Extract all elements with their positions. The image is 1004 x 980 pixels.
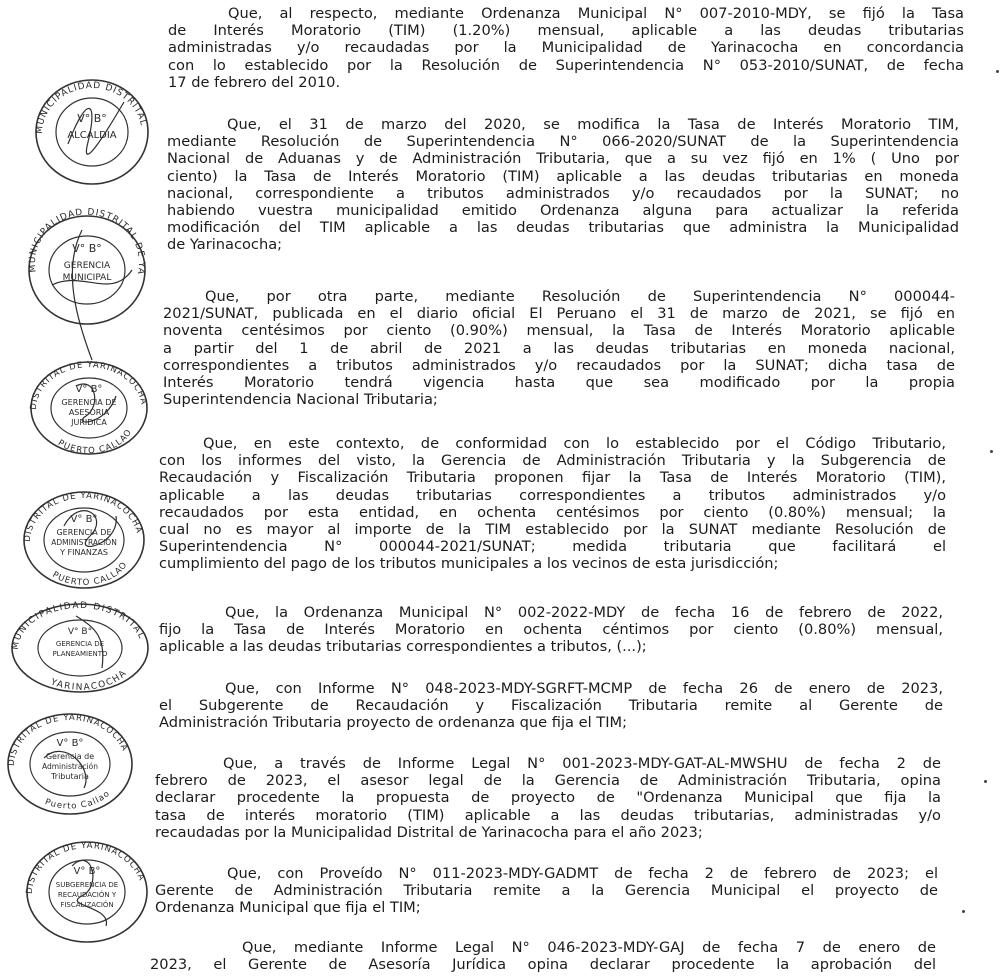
paragraph-7: [155, 755, 941, 841]
svg-text:Puerto Callao: Puerto Callao: [43, 788, 113, 812]
paragraph-9: [150, 939, 936, 973]
svg-text:V° B°: V° B°: [77, 112, 107, 125]
svg-text:MUNICIPALIDAD DISTRITAL: MUNICIPALIDAD DISTRITAL: [10, 600, 147, 651]
text-line: correspondientes a tributos administrados y/o recaudados por la SUNAT; dicha tasa de: [163, 356, 955, 374]
svg-text:V° B°: V° B°: [73, 866, 101, 877]
svg-text:V° B°: V° B°: [67, 627, 93, 637]
svg-text:Gerencia de: Gerencia de: [45, 752, 95, 761]
text-line: Interés Moratorio tendrá vigencia hasta que sea modificado por la propia: [163, 374, 955, 392]
svg-text:MUNICIPALIDAD DISTRITAL DE YAR: MUNICIPALIDAD DISTRITAL DE YARINACOCHA: [17, 203, 147, 276]
stamp-subgerencia-recaudacion: [22, 836, 152, 946]
text-line: 17 de febrero del 2010.: [168, 73, 341, 91]
svg-text:V° B°: V° B°: [72, 242, 102, 255]
text-line: cumplimiento del pago de los tributos municipales a los vecinos de esta jurisdicción;: [159, 555, 779, 573]
text-line: noventa centésimos por ciento (0.90%) mensual, la Tasa de Interés Moratorio aplicable: [163, 322, 955, 340]
text-line: aplicable a las deudas tributarias correspondientes a tributos administrados y/o: [159, 486, 946, 504]
text-line: Que, con Informe N° 048-2023-MDY-SGRFT-MCMP de fecha 26 de enero de 2023,: [225, 680, 943, 697]
svg-text:Administración: Administración: [41, 762, 99, 771]
text-line: con los informes del visto, la Gerencia de Administración Tributaria y la Subgerencia de: [159, 452, 946, 470]
text-line: Administración Tributaria proyecto de ordenanza que fija el TIM;: [159, 714, 628, 732]
text-line: Ordenanza Municipal que fija el TIM;: [155, 899, 421, 917]
svg-text:DISTRITAL DE YARINACOCHA: DISTRITAL DE YARINACOCHA: [6, 712, 130, 767]
text-line: Que, al respecto, mediante Ordenanza Municipal N° 007-2010-MDY, se fijó la Tasa: [228, 5, 964, 22]
text-line: nacional, correspondiente a tributos administrados y/o recaudados por la SUNAT; no: [167, 184, 959, 202]
scan-speck: [996, 70, 999, 73]
svg-text:ASESORIA: ASESORIA: [68, 408, 110, 417]
paragraph-5: [159, 604, 943, 656]
scan-speck: [984, 780, 987, 783]
stamp-planeamiento: [6, 598, 154, 694]
text-line: de Yarinacocha;: [167, 236, 283, 254]
text-line: fijo la Tasa de Interés Moratorio en ochenta céntimos por ciento (0.80%) mensual,: [159, 621, 943, 639]
text-line: 2021/SUNAT, publicada en el diario oficial El Peruano el 31 de marzo de 2021, se fijó en: [163, 305, 955, 323]
text-line: recaudados por esta entidad, en ochenta centésimos por ciento (0.80%) mensual; la: [159, 503, 946, 521]
svg-text:V° B°: V° B°: [75, 384, 103, 395]
svg-text:V° B°: V° B°: [70, 514, 98, 525]
svg-text:GERENCIA DE: GERENCIA DE: [56, 528, 112, 537]
text-line: febrero de 2023, el asesor legal de la Gerencia de Administración Tributaria, opina: [155, 772, 941, 790]
text-line: Que, con Proveído N° 011-2023-MDY-GADMT de fecha 2 de febrero de 2023; el: [227, 865, 938, 882]
svg-text:DISTRITAL DE YARINACOCHA: DISTRITAL DE YARINACOCHA: [28, 360, 149, 411]
text-line: Que, a través de Informe Legal N° 001-2023-MDY-GAT-AL-MWSHU de fecha 2 de: [223, 755, 941, 772]
svg-text:FISCALIZACIÓN: FISCALIZACIÓN: [60, 901, 114, 909]
text-line: administradas y/o recaudadas por la Municipalidad de Yarinacocha en concordancia: [168, 39, 964, 57]
svg-text:GERENCIA DE: GERENCIA DE: [61, 398, 117, 407]
text-line: Superintendencia Nacional Tributaria;: [163, 391, 438, 409]
svg-text:PUERTO CALLAO: PUERTO CALLAO: [55, 427, 135, 457]
text-line: tasa de interés moratorio (TIM) aplicable a las deudas tributarias, administradas y/o: [155, 806, 941, 824]
text-line: aplicable a las deudas tributarias correspondientes a tributos, (...);: [159, 638, 647, 656]
paragraph-6: [159, 680, 943, 732]
svg-text:JURIDICA: JURIDICA: [71, 418, 107, 427]
text-line: con lo establecido por la Resolución de Superintendencia N° 053-2010/SUNAT, de fecha: [168, 56, 964, 74]
text-line: declarar procedente la propuesta de proyecto de "Ordenanza Municipal que fija la: [155, 789, 941, 807]
svg-text:MUNICIPAL: MUNICIPAL: [62, 273, 112, 283]
scan-speck: [962, 910, 965, 913]
scan-speck: [990, 450, 993, 453]
svg-text:ALCALDIA: ALCALDIA: [67, 130, 117, 141]
svg-text:ADMINISTRACIÓN: ADMINISTRACIÓN: [51, 538, 117, 547]
stamp-administracion-finanzas: [20, 486, 148, 590]
svg-text:GERENCIA: GERENCIA: [63, 261, 111, 271]
text-line: Nacional de Aduanas y de Administración Tributaria, que a su vez fijó en 1% ( Uno por: [167, 150, 959, 168]
stamp-gerencia-municipal: [17, 203, 152, 330]
svg-text:YARINACOCHA: YARINACOCHA: [49, 667, 130, 693]
text-line: Que, por otra parte, mediante Resolución de Superintendencia N° 000044-: [205, 288, 955, 305]
text-line: cual no es mayor al importe de la TIM establecido por la SUNAT mediante Resolución de: [159, 521, 946, 539]
text-line: modificación del TIM aplicable a las deudas tributarias que administra la Municipalidad: [167, 219, 959, 237]
svg-text:V° B°: V° B°: [56, 738, 84, 749]
text-line: Recaudación y Fiscalización Tributaria proponen fijar la Tasa de Interés Moratorio (TIM),: [159, 469, 946, 487]
svg-text:PLANEAMIENTO: PLANEAMIENTO: [52, 650, 108, 658]
text-line: 2023, el Gerente de Asesoría Jurídica opina declarar procedente la aprobación del: [150, 956, 936, 974]
svg-text:Tributaria: Tributaria: [51, 772, 89, 781]
stamp-asesoria-juridica: [26, 356, 152, 456]
svg-text:DISTRITAL DE YARINACOCHA: DISTRITAL DE YARINACOCHA: [22, 490, 144, 543]
text-line: Gerente de Administración Tributaria remite a la Gerencia Municipal el proyecto de: [155, 882, 938, 900]
text-line: el Subgerente de Recaudación y Fiscalización Tributaria remite al Gerente de: [159, 697, 943, 715]
stamp-administracion-tributaria: [4, 708, 136, 816]
text-line: de Interés Moratorio (TIM) (1.20%) mensual, aplicable a las deudas tributarias: [168, 22, 964, 40]
paragraph-8: [155, 865, 938, 917]
svg-text:Y FINANZAS: Y FINANZAS: [60, 548, 108, 557]
svg-text:GERENCIA DE: GERENCIA DE: [55, 640, 105, 648]
text-line: Que, mediante Informe Legal N° 046-2023-MDY-GAJ de fecha 7 de enero de: [242, 939, 936, 956]
svg-text:PUERTO CALLAO: PUERTO CALLAO: [50, 560, 130, 589]
text-line: recaudadas por la Municipalidad Distrital de Yarinacocha para el año 2023;: [155, 823, 703, 841]
text-line: ciento) la Tasa de Interés Moratorio (TIM) aplicable a las deudas tributarias en moneda: [167, 167, 959, 185]
text-line: mediante Resolución de Superintendencia N° 066-2020/SUNAT de la Superintendencia: [167, 133, 959, 151]
svg-text:DISTRITAL DE YARINACOCHA: DISTRITAL DE YARINACOCHA: [24, 840, 147, 895]
paragraph-4: [159, 435, 946, 573]
stamp-alcaldia: [23, 65, 156, 190]
text-line: Superintendencia N° 000044-2021/SUNAT; medida tributaria que facilitará el: [159, 538, 946, 556]
text-line: a partir del 1 de abril de 2021 a las deudas tributarias en moneda nacional,: [163, 339, 955, 357]
paragraph-1: [168, 5, 964, 91]
text-line: habiendo vuestra municipalidad emitido Ordenanza alguna para actualizar la referida: [167, 202, 959, 220]
svg-text:SUBGERENCIA DE: SUBGERENCIA DE: [55, 881, 119, 889]
text-line: Que, el 31 de marzo del 2020, se modifica la Tasa de Interés Moratorio TIM,: [227, 116, 959, 133]
svg-text:MUNICIPALIDAD DISTRITAL DE YAR: MUNICIPALIDAD DISTRITAL DE YARINACOCHA: [23, 65, 149, 135]
text-line: Que, la Ordenanza Municipal N° 002-2022-MDY de fecha 16 de febrero de 2022,: [225, 604, 943, 621]
paragraph-2: [167, 116, 959, 254]
svg-text:RECAUDACIÓN Y: RECAUDACIÓN Y: [57, 891, 117, 899]
paragraph-3: [163, 288, 955, 408]
text-line: Que, en este contexto, de conformidad con lo establecido por el Código Tributario,: [203, 435, 946, 452]
